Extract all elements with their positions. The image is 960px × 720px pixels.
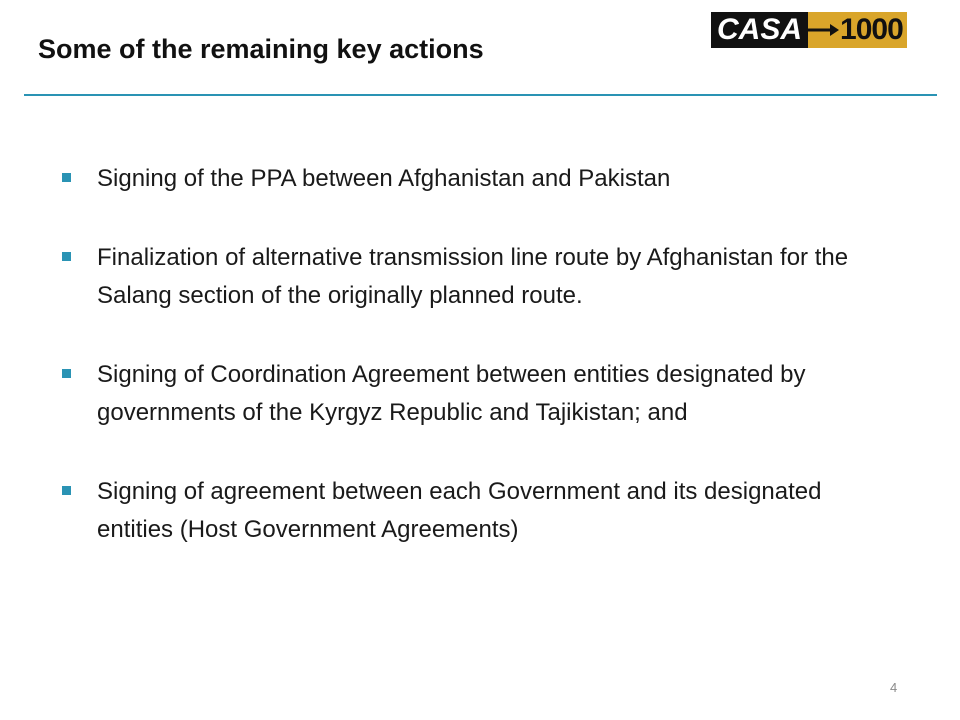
bullet-item — [62, 473, 882, 549]
bullet-list — [62, 160, 882, 549]
bullet-text: Finalization of alternative transmission line route by Afghanistan for the Salang section of the originally planned route. — [97, 244, 849, 309]
logo-arrow-icon — [808, 12, 840, 48]
square-bullet-icon — [62, 369, 71, 378]
square-bullet-icon — [62, 486, 71, 495]
bullet-item — [62, 160, 882, 198]
logo-text-1000: 1000 — [840, 12, 907, 48]
bullet-text: Signing of Coordination Agreement between entities designated by governments of the Kyrgyz Republic and Tajikistan; and — [97, 361, 806, 426]
title-divider — [24, 94, 937, 96]
bullet-item — [62, 356, 882, 432]
square-bullet-icon — [62, 252, 71, 261]
page-number: 4 — [890, 680, 898, 695]
logo-text-casa: CASA — [711, 12, 808, 48]
bullet-text: Signing of the PPA between Afghanistan and Pakistan — [97, 165, 671, 192]
bullet-item — [62, 239, 882, 315]
square-bullet-icon — [62, 173, 71, 182]
casa-1000-logo — [711, 12, 943, 48]
slide-title: Some of the remaining key actions — [38, 34, 484, 64]
bullet-text: Signing of agreement between each Government and its designated entities (Host Government Agreements) — [97, 478, 822, 543]
